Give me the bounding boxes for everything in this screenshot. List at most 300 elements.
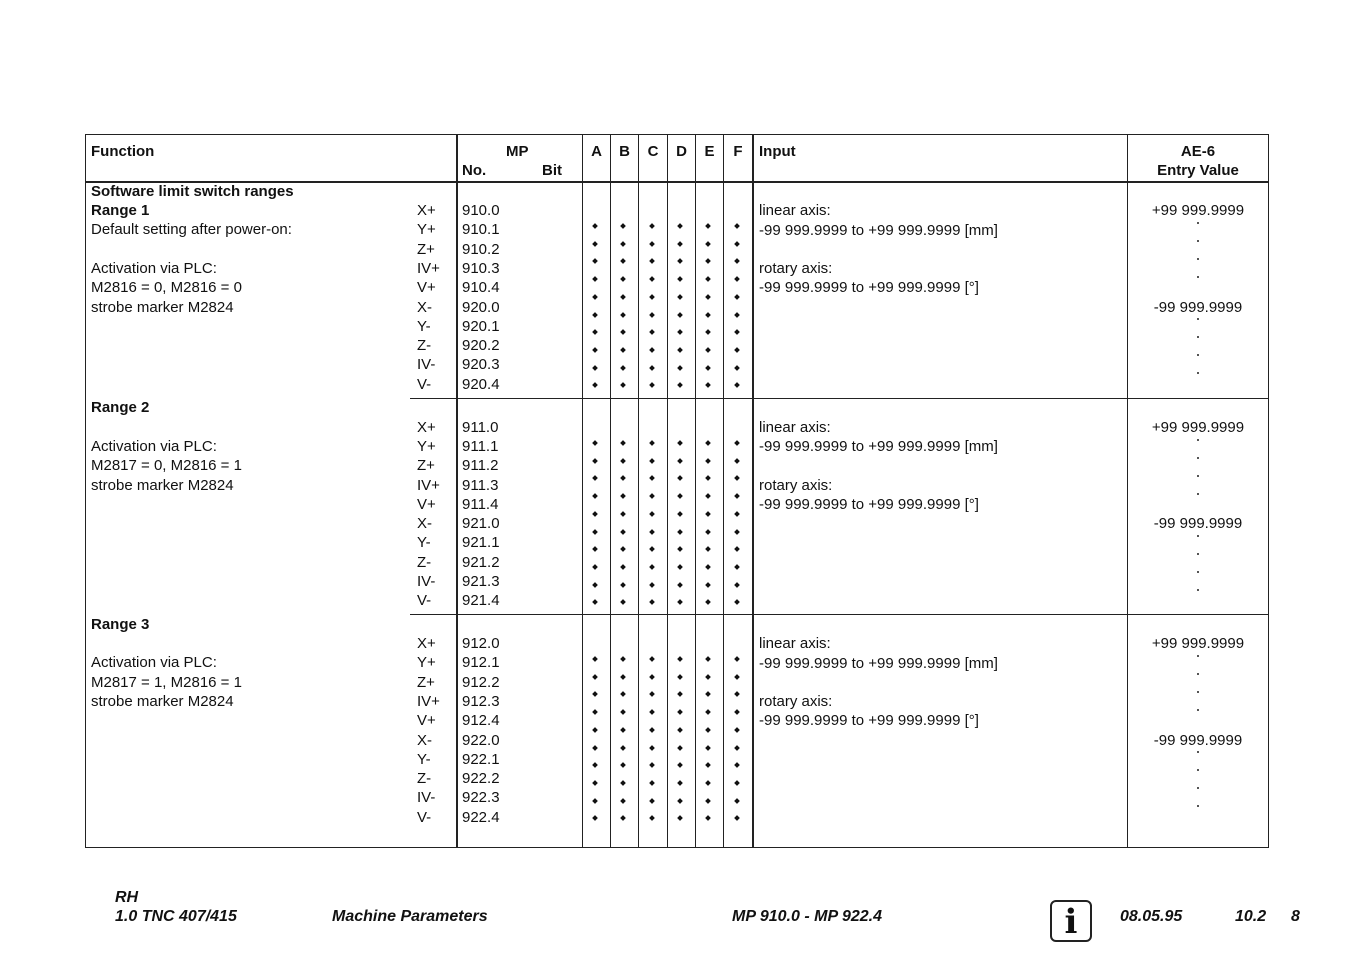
range-title: Range 2 bbox=[91, 399, 150, 416]
bullet-mark bbox=[677, 691, 683, 697]
input-line: -99 999.9999 to +99 999.9999 [°] bbox=[759, 712, 979, 729]
bullet-mark bbox=[677, 329, 683, 335]
bullet-mark bbox=[649, 382, 655, 388]
bullet-mark bbox=[620, 475, 626, 481]
entry-min: -99 999.9999 bbox=[1153, 515, 1243, 532]
bullet-mark bbox=[705, 727, 711, 733]
mp-number: 911.2 bbox=[462, 457, 499, 474]
bullet-mark bbox=[592, 458, 598, 464]
axis-label: Y- bbox=[417, 318, 431, 335]
mp-number: 911.3 bbox=[462, 477, 499, 494]
ellipsis-dot bbox=[1197, 751, 1199, 753]
bullet-mark bbox=[649, 276, 655, 282]
input-line: -99 999.9999 to +99 999.9999 [mm] bbox=[759, 222, 998, 239]
header-col-a: A bbox=[591, 143, 602, 160]
bullet-mark bbox=[592, 815, 598, 821]
input-line: linear axis: bbox=[759, 635, 831, 652]
input-line: rotary axis: bbox=[759, 693, 833, 710]
input-line: rotary axis: bbox=[759, 260, 833, 277]
bullet-mark bbox=[620, 599, 626, 605]
axis-label: Z- bbox=[417, 337, 432, 354]
header-col-f: F bbox=[733, 143, 743, 160]
mp-number: 910.0 bbox=[462, 202, 500, 219]
header-no: No. bbox=[462, 162, 487, 179]
axis-label: X+ bbox=[417, 635, 436, 652]
bullet-mark bbox=[649, 674, 655, 680]
bullet-mark bbox=[734, 546, 740, 552]
bullet-mark bbox=[620, 745, 626, 751]
bullet-mark bbox=[734, 798, 740, 804]
mp-number: 921.2 bbox=[462, 554, 500, 571]
axis-label: X+ bbox=[417, 202, 436, 219]
mp-number: 912.2 bbox=[462, 674, 500, 691]
bullet-mark bbox=[705, 223, 711, 229]
range-desc-line: Activation via PLC: bbox=[91, 438, 217, 455]
axis-label: IV- bbox=[417, 789, 436, 806]
info-icon bbox=[1050, 900, 1092, 942]
bullet-mark bbox=[649, 599, 655, 605]
bullet-mark bbox=[677, 762, 683, 768]
bullet-mark bbox=[592, 780, 598, 786]
axis-label: X- bbox=[417, 515, 432, 532]
bullet-mark bbox=[677, 656, 683, 662]
bullet-mark bbox=[620, 258, 626, 264]
bullet-mark bbox=[592, 656, 598, 662]
header-col-b: B bbox=[619, 143, 630, 160]
header-input: Input bbox=[759, 143, 796, 160]
axis-label: IV+ bbox=[417, 260, 440, 277]
axis-label: Y+ bbox=[417, 221, 436, 238]
bullet-mark bbox=[592, 475, 598, 481]
bullet-mark bbox=[734, 727, 740, 733]
bullet-mark bbox=[734, 329, 740, 335]
ellipsis-dot bbox=[1197, 240, 1199, 242]
header-function: Function bbox=[91, 143, 155, 160]
mp-number: 922.0 bbox=[462, 732, 500, 749]
mp-number: 922.1 bbox=[462, 751, 500, 768]
range-desc-line: M2816 = 0, M2816 = 0 bbox=[91, 279, 242, 296]
mp-number: 912.3 bbox=[462, 693, 500, 710]
ellipsis-dot bbox=[1197, 553, 1199, 555]
bullet-mark bbox=[677, 815, 683, 821]
bullet-mark bbox=[649, 546, 655, 552]
mp-number: 922.2 bbox=[462, 770, 500, 787]
bullet-mark bbox=[649, 241, 655, 247]
mp-number: 922.3 bbox=[462, 789, 500, 806]
section-title: Software limit switch ranges bbox=[91, 183, 294, 200]
bullet-mark bbox=[705, 382, 711, 388]
input-line: rotary axis: bbox=[759, 477, 833, 494]
bullet-mark bbox=[649, 709, 655, 715]
bullet-mark bbox=[705, 258, 711, 264]
header-entry-value: Entry Value bbox=[1157, 162, 1239, 179]
bullet-mark bbox=[734, 691, 740, 697]
bullet-mark bbox=[620, 798, 626, 804]
bullet-mark bbox=[677, 312, 683, 318]
bullet-mark bbox=[734, 745, 740, 751]
bullet-mark bbox=[705, 798, 711, 804]
range-desc-line: strobe marker M2824 bbox=[91, 299, 234, 316]
footer-section: 10.2 bbox=[1235, 908, 1267, 925]
footer-title: Machine Parameters bbox=[332, 908, 488, 925]
axis-label: V- bbox=[417, 376, 432, 393]
axis-label: X+ bbox=[417, 419, 436, 436]
axis-label: IV- bbox=[417, 356, 436, 373]
bullet-mark bbox=[649, 529, 655, 535]
info-glyph: i bbox=[1064, 902, 1078, 942]
bullet-mark bbox=[649, 365, 655, 371]
entry-max: +99 999.9999 bbox=[1151, 635, 1245, 652]
axis-label: Y- bbox=[417, 534, 431, 551]
bullet-mark bbox=[705, 329, 711, 335]
bullet-mark bbox=[677, 546, 683, 552]
ellipsis-dot bbox=[1197, 222, 1199, 224]
axis-label: Z+ bbox=[417, 674, 435, 691]
bullet-mark bbox=[592, 564, 598, 570]
bullet-mark bbox=[705, 656, 711, 662]
ellipsis-dot bbox=[1197, 769, 1199, 771]
bullet-mark bbox=[677, 511, 683, 517]
mp-number: 911.1 bbox=[462, 438, 499, 455]
bullet-mark bbox=[705, 745, 711, 751]
bullet-mark bbox=[649, 815, 655, 821]
bullet-mark bbox=[649, 564, 655, 570]
axis-label: Y- bbox=[417, 751, 431, 768]
bullet-mark bbox=[592, 241, 598, 247]
bullet-mark bbox=[592, 599, 598, 605]
input-line: linear axis: bbox=[759, 202, 831, 219]
mp-number: 920.2 bbox=[462, 337, 500, 354]
ellipsis-dot bbox=[1197, 372, 1199, 374]
bullet-mark bbox=[677, 727, 683, 733]
bullet-mark bbox=[620, 762, 626, 768]
bullet-mark bbox=[649, 294, 655, 300]
bullet-mark bbox=[620, 691, 626, 697]
bullet-mark bbox=[649, 691, 655, 697]
bullet-mark bbox=[677, 258, 683, 264]
bullet-mark bbox=[734, 365, 740, 371]
bullet-mark bbox=[649, 511, 655, 517]
bullet-mark bbox=[705, 582, 711, 588]
bullet-mark bbox=[705, 529, 711, 535]
bullet-mark bbox=[649, 745, 655, 751]
axis-label: X- bbox=[417, 299, 432, 316]
bullet-mark bbox=[677, 745, 683, 751]
bullet-mark bbox=[677, 709, 683, 715]
input-line: -99 999.9999 to +99 999.9999 [°] bbox=[759, 496, 979, 513]
bullet-mark bbox=[734, 529, 740, 535]
bullet-mark bbox=[592, 493, 598, 499]
bullet-mark bbox=[705, 691, 711, 697]
mp-number: 921.3 bbox=[462, 573, 500, 590]
input-line: -99 999.9999 to +99 999.9999 [mm] bbox=[759, 655, 998, 672]
mp-number: 912.4 bbox=[462, 712, 500, 729]
bullet-mark bbox=[705, 546, 711, 552]
ellipsis-dot bbox=[1197, 655, 1199, 657]
bullet-mark bbox=[620, 223, 626, 229]
range-desc-line: strobe marker M2824 bbox=[91, 477, 234, 494]
bullet-mark bbox=[649, 347, 655, 353]
axis-label: Y+ bbox=[417, 654, 436, 671]
bullet-mark bbox=[620, 312, 626, 318]
input-line: linear axis: bbox=[759, 419, 831, 436]
bullet-mark bbox=[734, 241, 740, 247]
footer-range: MP 910.0 - MP 922.4 bbox=[732, 908, 882, 925]
range-desc-line: strobe marker M2824 bbox=[91, 693, 234, 710]
bullet-mark bbox=[734, 223, 740, 229]
bullet-mark bbox=[592, 365, 598, 371]
mp-number: 920.0 bbox=[462, 299, 500, 316]
bullet-mark bbox=[649, 762, 655, 768]
bullet-mark bbox=[734, 815, 740, 821]
ellipsis-dot bbox=[1197, 493, 1199, 495]
mp-number: 921.4 bbox=[462, 592, 500, 609]
bullet-mark bbox=[705, 241, 711, 247]
axis-label: V- bbox=[417, 592, 432, 609]
axis-label: IV- bbox=[417, 573, 436, 590]
bullet-mark bbox=[592, 223, 598, 229]
mp-number: 921.1 bbox=[462, 534, 500, 551]
bullet-mark bbox=[649, 312, 655, 318]
mp-number: 922.4 bbox=[462, 809, 500, 826]
bullet-mark bbox=[620, 329, 626, 335]
footer-date: 08.05.95 bbox=[1120, 908, 1183, 925]
bullet-mark bbox=[592, 276, 598, 282]
mp-number: 911.4 bbox=[462, 496, 499, 513]
bullet-mark bbox=[649, 329, 655, 335]
mp-number: 910.1 bbox=[462, 221, 500, 238]
ellipsis-dot bbox=[1197, 475, 1199, 477]
bullet-mark bbox=[620, 382, 626, 388]
header-mp: MP bbox=[506, 143, 529, 160]
axis-label: IV+ bbox=[417, 693, 440, 710]
bullet-mark bbox=[705, 762, 711, 768]
footer-model: 1.0 TNC 407/415 bbox=[115, 908, 237, 925]
axis-label: Y+ bbox=[417, 438, 436, 455]
bullet-mark bbox=[734, 493, 740, 499]
bullet-mark bbox=[734, 511, 740, 517]
mp-number: 911.0 bbox=[462, 419, 499, 436]
bullet-mark bbox=[734, 312, 740, 318]
header-bit: Bit bbox=[542, 162, 562, 179]
mp-number: 912.1 bbox=[462, 654, 500, 671]
bullet-mark bbox=[620, 294, 626, 300]
entry-max: +99 999.9999 bbox=[1151, 419, 1245, 436]
bullet-mark bbox=[649, 475, 655, 481]
bullet-mark bbox=[592, 440, 598, 446]
axis-label: V+ bbox=[417, 279, 436, 296]
entry-min: -99 999.9999 bbox=[1153, 732, 1243, 749]
header-ae6: AE-6 bbox=[1180, 143, 1216, 160]
bullet-mark bbox=[734, 276, 740, 282]
axis-label: X- bbox=[417, 732, 432, 749]
bullet-mark bbox=[734, 656, 740, 662]
mp-number: 921.0 bbox=[462, 515, 500, 532]
axis-label: V+ bbox=[417, 496, 436, 513]
bullet-mark bbox=[620, 511, 626, 517]
ellipsis-dot bbox=[1197, 318, 1199, 320]
axis-label: IV+ bbox=[417, 477, 440, 494]
bullet-mark bbox=[620, 493, 626, 499]
bullet-mark bbox=[705, 674, 711, 680]
bullet-mark bbox=[705, 511, 711, 517]
range-desc-line: M2817 = 0, M2816 = 1 bbox=[91, 457, 242, 474]
axis-label: V+ bbox=[417, 712, 436, 729]
bullet-mark bbox=[705, 493, 711, 499]
bullet-mark bbox=[620, 709, 626, 715]
ellipsis-dot bbox=[1197, 691, 1199, 693]
bullet-mark bbox=[734, 582, 740, 588]
bullet-mark bbox=[705, 347, 711, 353]
bullet-mark bbox=[677, 674, 683, 680]
ellipsis-dot bbox=[1197, 787, 1199, 789]
bullet-mark bbox=[620, 656, 626, 662]
bullet-mark bbox=[705, 780, 711, 786]
bullet-mark bbox=[620, 815, 626, 821]
bullet-mark bbox=[734, 599, 740, 605]
bullet-mark bbox=[705, 365, 711, 371]
bullet-mark bbox=[677, 347, 683, 353]
bullet-mark bbox=[649, 440, 655, 446]
bullet-mark bbox=[620, 582, 626, 588]
bullet-mark bbox=[592, 312, 598, 318]
bullet-mark bbox=[592, 691, 598, 697]
bullet-mark bbox=[677, 564, 683, 570]
range-desc-line: Activation via PLC: bbox=[91, 654, 217, 671]
ellipsis-dot bbox=[1197, 535, 1199, 537]
range-desc-line: Default setting after power-on: bbox=[91, 221, 292, 238]
range-title: Range 1 bbox=[91, 202, 150, 219]
mp-number: 920.1 bbox=[462, 318, 500, 335]
bullet-mark bbox=[620, 347, 626, 353]
mp-number: 910.2 bbox=[462, 241, 500, 258]
bullet-mark bbox=[620, 546, 626, 552]
bullet-mark bbox=[734, 347, 740, 353]
bullet-mark bbox=[734, 475, 740, 481]
bullet-mark bbox=[649, 493, 655, 499]
bullet-mark bbox=[734, 564, 740, 570]
mp-number: 910.4 bbox=[462, 279, 500, 296]
ellipsis-dot bbox=[1197, 457, 1199, 459]
ellipsis-dot bbox=[1197, 336, 1199, 338]
bullet-mark bbox=[705, 599, 711, 605]
mp-number: 920.4 bbox=[462, 376, 500, 393]
footer-page: 8 bbox=[1291, 908, 1300, 925]
bullet-mark bbox=[620, 529, 626, 535]
footer-rh: RH bbox=[115, 889, 139, 906]
bullet-mark bbox=[705, 276, 711, 282]
bullet-mark bbox=[734, 762, 740, 768]
ellipsis-dot bbox=[1197, 589, 1199, 591]
axis-label: Z- bbox=[417, 554, 432, 571]
axis-label: Z+ bbox=[417, 457, 435, 474]
ellipsis-dot bbox=[1197, 673, 1199, 675]
bullet-mark bbox=[620, 780, 626, 786]
bullet-mark bbox=[592, 762, 598, 768]
bullet-mark bbox=[677, 582, 683, 588]
bullet-mark bbox=[592, 529, 598, 535]
entry-min: -99 999.9999 bbox=[1153, 299, 1243, 316]
range-desc-line: M2817 = 1, M2816 = 1 bbox=[91, 674, 242, 691]
bullet-mark bbox=[592, 511, 598, 517]
bullet-mark bbox=[620, 365, 626, 371]
bullet-mark bbox=[677, 294, 683, 300]
bullet-mark bbox=[592, 329, 598, 335]
bullet-mark bbox=[734, 258, 740, 264]
ellipsis-dot bbox=[1197, 805, 1199, 807]
bullet-mark bbox=[677, 382, 683, 388]
bullet-mark bbox=[649, 582, 655, 588]
range-desc-line: Activation via PLC: bbox=[91, 260, 217, 277]
bullet-mark bbox=[734, 709, 740, 715]
bullet-mark bbox=[705, 440, 711, 446]
bullet-mark bbox=[620, 440, 626, 446]
bullet-mark bbox=[677, 599, 683, 605]
bullet-mark bbox=[677, 276, 683, 282]
ellipsis-dot bbox=[1197, 571, 1199, 573]
bullet-mark bbox=[705, 709, 711, 715]
bullet-mark bbox=[592, 709, 598, 715]
header-col-d: D bbox=[676, 143, 687, 160]
ellipsis-dot bbox=[1197, 354, 1199, 356]
bullet-mark bbox=[677, 798, 683, 804]
bullet-mark bbox=[677, 458, 683, 464]
bullet-mark bbox=[592, 294, 598, 300]
ellipsis-dot bbox=[1197, 258, 1199, 260]
bullet-mark bbox=[677, 529, 683, 535]
bullet-mark bbox=[677, 493, 683, 499]
bullet-mark bbox=[734, 674, 740, 680]
bullet-mark bbox=[649, 780, 655, 786]
bullet-mark bbox=[649, 656, 655, 662]
bullet-mark bbox=[592, 798, 598, 804]
bullet-mark bbox=[677, 440, 683, 446]
mp-number: 912.0 bbox=[462, 635, 500, 652]
bullet-mark bbox=[705, 312, 711, 318]
bullet-mark bbox=[677, 780, 683, 786]
bullet-mark bbox=[734, 382, 740, 388]
bullet-mark bbox=[705, 475, 711, 481]
axis-label: Z- bbox=[417, 770, 432, 787]
input-line: -99 999.9999 to +99 999.9999 [°] bbox=[759, 279, 979, 296]
header-col-e: E bbox=[704, 143, 715, 160]
bullet-mark bbox=[620, 674, 626, 680]
bullet-mark bbox=[592, 347, 598, 353]
axis-label: V- bbox=[417, 809, 432, 826]
ellipsis-dot bbox=[1197, 276, 1199, 278]
bullet-mark bbox=[592, 674, 598, 680]
bullet-mark bbox=[620, 241, 626, 247]
input-line: -99 999.9999 to +99 999.9999 [mm] bbox=[759, 438, 998, 455]
header-col-c: C bbox=[647, 143, 659, 160]
bullet-mark bbox=[649, 727, 655, 733]
bullet-mark bbox=[649, 223, 655, 229]
bullet-mark bbox=[734, 294, 740, 300]
ellipsis-dot bbox=[1197, 709, 1199, 711]
bullet-mark bbox=[649, 798, 655, 804]
bullet-mark bbox=[734, 780, 740, 786]
bullet-mark bbox=[677, 365, 683, 371]
bullet-mark bbox=[592, 258, 598, 264]
bullet-mark bbox=[649, 458, 655, 464]
bullet-mark bbox=[620, 727, 626, 733]
bullet-mark bbox=[705, 458, 711, 464]
bullet-mark bbox=[592, 745, 598, 751]
bullet-mark bbox=[620, 276, 626, 282]
ellipsis-dot bbox=[1197, 439, 1199, 441]
mp-number: 920.3 bbox=[462, 356, 500, 373]
range-title: Range 3 bbox=[91, 616, 150, 633]
